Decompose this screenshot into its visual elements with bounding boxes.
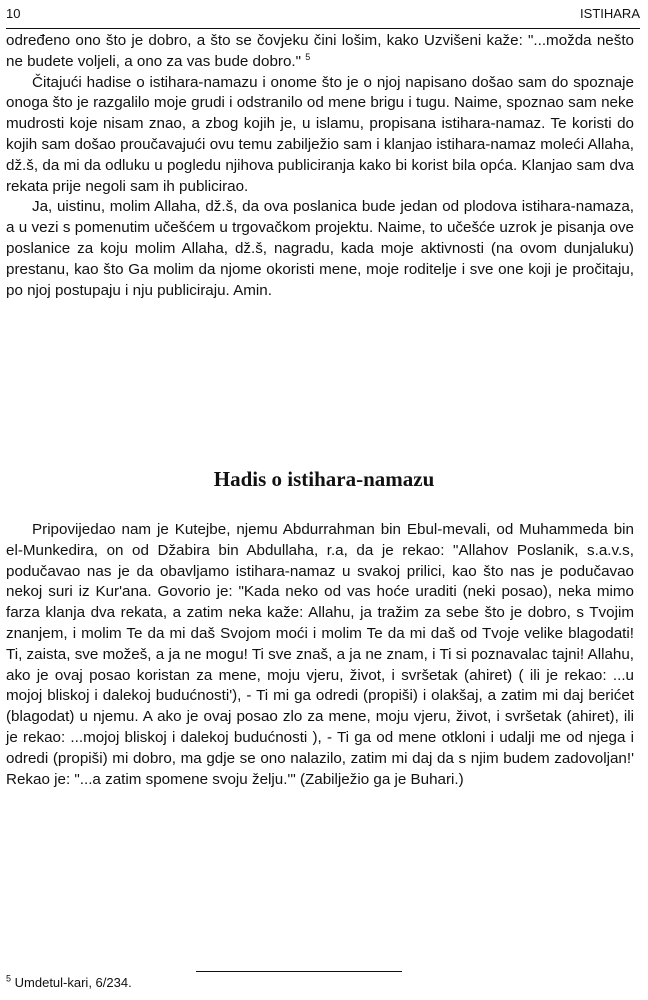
page-header [6,6,640,24]
intro-text [6,31,634,301]
paragraph-text: određeno ono što je dobro, a što se čovjeku čini lošim, kako Uzvišeni kaže: "...možda nešto ne budete voljeli, a ono za vas bude dobro." [6,32,634,70]
paragraph: Pripovijedao nam je Kutejbe, njemu Abdurrahman bin Ebul-mevali, od Muhammeda bin el-Munkedira, on od Džabira bin Abdullaha, r.a, da je rekao: "Allahov Poslanik, s.a.v.s, podučavao nas je da obavljamo istihara-namaz u svakoj prilici, kao što nas je podučavao nekoj suri iz Kur'ana. Govorio je: "Kada neko od vas hoće uraditi (neki posao), neka mimo farza klanja dva rekata, a zatim neka kaže: Allahu, ja tražim za sebe što je dobro, s Tvojim znanjem, i molim Te da mi daš Svojom moći i molim Te da mi daš od Tvoje velike blagodati! Ti, zaista, sve možeš, a ja ne mogu! Ti sve znaš, a ja ne znam, i Ti si poznavalac tajni! Allahu, ako je ovaj posao koristan za mene, moju vjeru, život, i svršetak (ahiret) ( ili je rekao: ...u mojoj bliskoj i dalekoj budućnosti'), - Ti mi ga odredi (propiši) i olakšaj, a zatim mi daj berićet (blagodat) u njemu. A ako je ovaj posao zlo za mene, moju vjeru, život, i svršetak (ahiret), ili je rekao: ...mojoj bliskoj i dalekoj budućnosti ), - Ti ga od mene otkloni i udalji me od njega i odredi (propiši) mi dobro, ma gdje se ono nalazilo, zatim mi daj da s njim budem zadovoljan!' Rekao je: "...a zatim spomene svoju želju.'" (Zabilježio ga je Buhari.) [6,521,634,788]
paragraph [6,31,634,73]
paragraph: Čitajući hadise o istihara-namazu i onome što je o njoj napisano došao sam do spoznaje onoga što je razgalilo moje grudi i odstranilo od mene brigu i tugu. Naime, spoznao sam neke mudrosti koje nisam znao, a zbog kojih je, u islamu, propisana istihara-namaz. Te koristi do kojih sam došao proučavajući ovu temu zabilježio sam i klanjao istihara-namaz moleći Allaha, dž.š, da mi da odluku u pogledu njihova publiciranja kako bi korist bila opća. Klanjao sam dva rekata prije negoli sam ih publicirao. [6,73,634,195]
running-title: ISTIHARA [580,6,640,21]
section-heading: Hadis o istihara-namazu [213,467,435,491]
footnote-rule [196,971,402,972]
page-number: 10 [6,6,21,21]
hadith-text [6,520,634,790]
footnote-text: Umdetul-kari, 6/234. [14,975,132,990]
footnote-reference: 5 [305,51,311,62]
footnote-mark: 5 [6,973,12,984]
paragraph: Ja, uistinu, molim Allaha, dž.š, da ova poslanica bude jedan od plodova istihara-namaza, a u vezi s pomenutim učešćem u trgovačkom projektu. Naime, to učešće uzrok je pisanja ove poslanice za koju molim Allaha, dž.š, nagradu, kada moje aktivnosti (na ovom dunjaluku) prestanu, kao što Ga molim da njome okoristi mene, moje roditelje i sve one koji je pročitaju, po njoj postupaju i nju publiciraju. Amin. [6,198,634,299]
header-rule [6,28,640,29]
footnote [6,975,132,990]
